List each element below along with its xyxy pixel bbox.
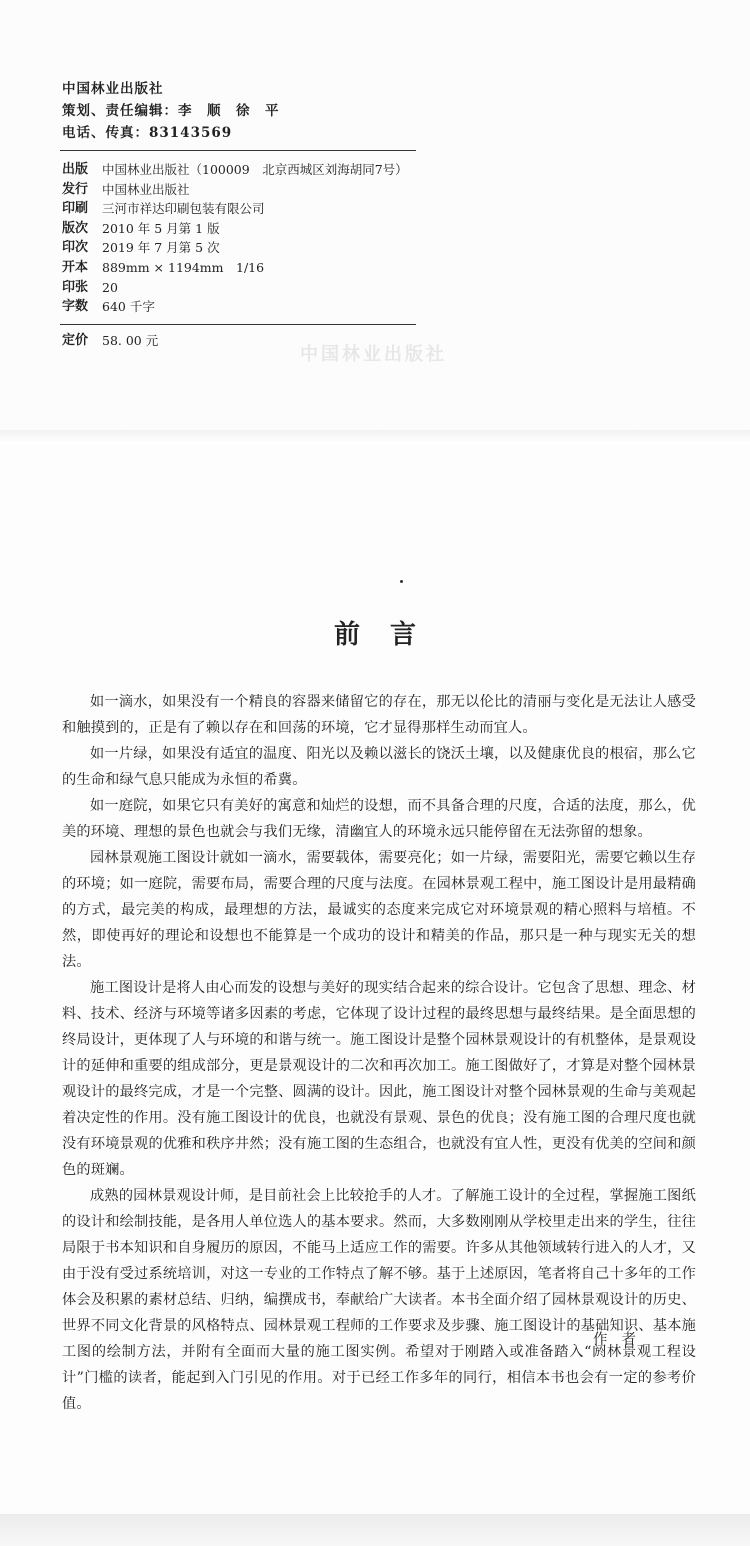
info-label: 开本 — [62, 259, 89, 275]
copyright-header — [62, 78, 280, 144]
paragraph: 园林景观施工图设计就如一滴水，需要载体，需要亮化；如一片绿，需要阳光，需要它赖以生存的环境；如一庭院，需要布局，需要合理的尺度与法度。在园林景观工程中，施工图设计是用最精确的方式，最完美的构成，最理想的方法，最诚实的态度来完成它对环境景观的精心照料与培植。不然，即使再好的理论和设想也不能算是一个成功的设计和精美的作品，那只是一种与现实无关的想法。 — [62, 850, 696, 970]
info-row — [62, 219, 408, 239]
editors-line: 策划、责任编辑：李 顺 徐 平 — [62, 103, 280, 119]
divider — [60, 324, 416, 325]
copyright-page — [0, 0, 750, 430]
info-value: 三河市祥达印刷包装有限公司 — [102, 201, 265, 217]
info-value: 2010 年 5 月第 1 版 — [102, 220, 220, 236]
publisher-name: 中国林业出版社 — [62, 81, 164, 97]
info-label: 版次 — [62, 220, 89, 236]
page-title: 前言 — [333, 620, 446, 650]
info-value: 640 千字 — [102, 299, 155, 315]
info-label: 字数 — [62, 299, 89, 315]
info-value: 中国林业出版社 — [102, 181, 190, 197]
paragraph: 如一滴水，如果没有一个精良的容器来储留它的存在，那无以伦比的清丽与变化是无法让人感受和触摸到的，正是有了赖以存在和回荡的环境，它才显得那样生动而宜人。 — [62, 694, 696, 736]
info-row — [62, 238, 408, 258]
info-row — [62, 160, 408, 180]
preface-page — [0, 444, 750, 1514]
info-label: 出版 — [62, 162, 89, 177]
info-label: 印张 — [62, 279, 89, 295]
ink-dot — [400, 580, 403, 583]
price-value: 58. 00 元 — [102, 333, 159, 348]
paragraph: 施工图设计是将人由心而发的设想与美好的现实结合起来的综合设计。它包含了思想、理念、材料、技术、经济与环境等诸多因素的考虑，它体现了设计过程的最终思想与最终结果。是全面思想的终局设计，更体现了人与环境的和谐与统一。施工图设计是整个园林景观设计的有机整体，是景观设计的延伸和重要的组成部分，更是景观设计的二次和再次加工。施工图做好了，才算是对整个园林景观设计的最终完成，才是一个完整、圆满的设计。因此，施工图设计对整个园林景观的生命与美观起着决定性的作用。没有施工图设计的优良，也就没有景观、景色的优良；没有施工图的合理尺度也就没有环境景观的优雅和秩序井然；没有施工图的生态组合，也就没有宜人性，更没有优美的空间和颜色的斑斓。 — [62, 980, 696, 1178]
paragraph: 如一庭院，如果它只有美好的寓意和灿烂的设想，而不具备合理的尺度，合适的法度，那么，优美的环境、理想的景色也就会与我们无缘，清幽宜人的环境永远只能停留在无法弥留的想象。 — [62, 798, 696, 840]
price-row — [62, 331, 158, 351]
info-label: 发行 — [62, 181, 89, 197]
paragraph: 如一片绿，如果没有适宜的温度、阳光以及赖以滋长的饶沃土壤，以及健康优良的根宿，那么它的生命和绿气息只能成为永恒的希冀。 — [62, 746, 696, 788]
phone-line: 电话、传真：83143569 — [62, 125, 233, 141]
publisher-watermark: 中国林业出版社 — [300, 344, 447, 365]
info-label: 印次 — [62, 240, 89, 256]
info-row — [62, 180, 408, 200]
info-row — [62, 199, 408, 219]
price-label: 定价 — [62, 333, 89, 348]
info-value: 中国林业出版社（100009 北京西城区刘海胡同7号） — [102, 162, 408, 177]
preface-body — [62, 689, 696, 1417]
author-signature: 作者 — [593, 1332, 650, 1348]
info-value: 20 — [102, 279, 118, 295]
next-page-edge — [0, 1514, 750, 1546]
info-value: 2019 年 7 月第 5 次 — [102, 240, 220, 256]
info-label: 印刷 — [62, 201, 89, 217]
divider — [60, 150, 416, 151]
info-row — [62, 297, 408, 317]
paragraph: 成熟的园林景观设计师，是目前社会上比较抢手的人才。了解施工设计的全过程，掌握施工图纸的设计和绘制技能，是各用人单位选人的基本要求。然而，大多数刚刚从学校里走出来的学生，往往局限于书本知识和自身履历的原因，不能马上适应工作的需要。许多从其他领域转行进入的人才，又由于没有受过系统培训，对这一专业的工作特点了解不够。基于上述原因，笔者将自己十多年的工作体会及积累的素材总结、归纳，编撰成书，奉献给广大读者。本书全面介绍了园林景观设计的历史、世界不同文化背景的风格特点、园林景观工程师的工作要求及步骤、施工图设计的基础知识、基本施工图的绘制方法，并附有全面而大量的施工图实例。希望对于刚踏入或准备踏入“阏林景观工程设计”门槛的读者，能起到入门引见的作用。对于已经工作多年的同行，相信本书也会有一定的参考价值。 — [62, 1188, 696, 1412]
info-value: 889mm × 1194mm 1/16 — [102, 259, 265, 275]
info-row — [62, 258, 408, 278]
publication-info — [62, 160, 408, 317]
page-separator — [0, 430, 750, 444]
info-row — [62, 278, 408, 298]
